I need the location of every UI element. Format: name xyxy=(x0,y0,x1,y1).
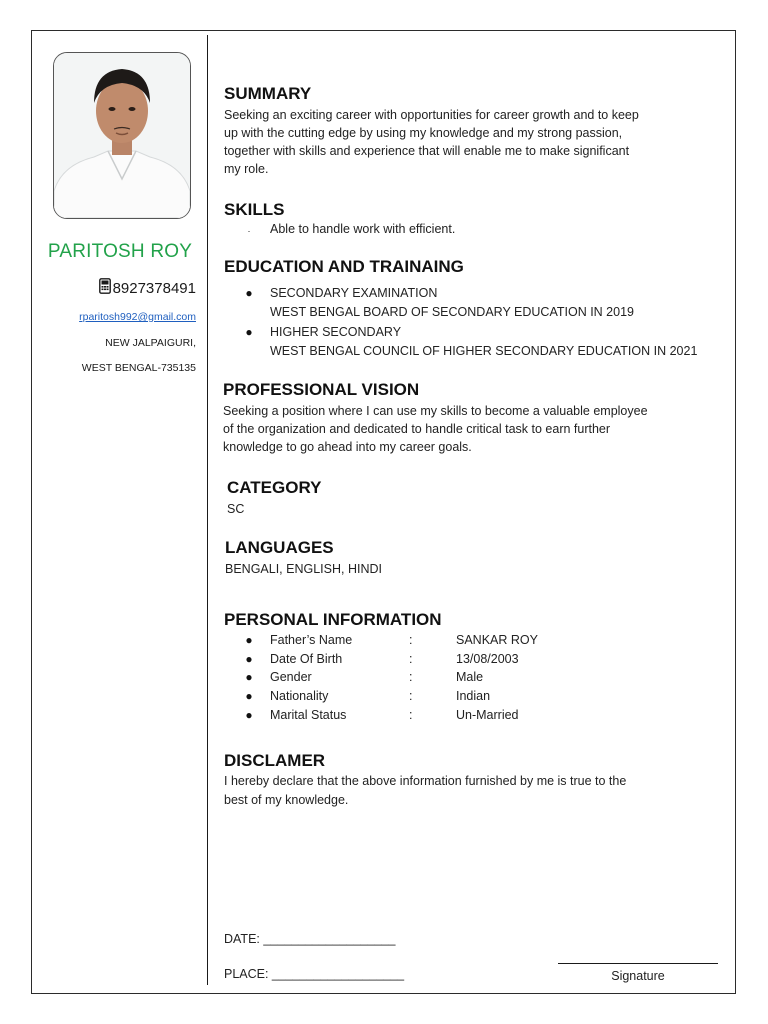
bullet: ● xyxy=(245,689,253,703)
personal-value: Indian xyxy=(456,689,491,703)
personal-value: Male xyxy=(456,670,484,684)
address-line-2: WEST BENGAL-735135 xyxy=(81,362,196,374)
phone-icon xyxy=(99,278,111,298)
education-detail: WEST BENGAL BOARD OF SECONDARY EDUCATION IN 2019 xyxy=(270,305,634,319)
column-divider xyxy=(207,35,208,985)
personal-value: SANKAR ROY xyxy=(456,633,538,647)
address-line-1: NEW JALPAIGURI, xyxy=(105,337,196,349)
email-link[interactable]: rparitosh992@gmail.com xyxy=(79,311,196,323)
bullet: ● xyxy=(245,708,253,722)
languages-heading: LANGUAGES xyxy=(225,538,334,557)
phone-number-row xyxy=(99,278,196,298)
vision-line: of the organization and dedicated to handle critical task to earn further xyxy=(223,422,611,436)
category-value: SC xyxy=(227,502,245,516)
vision-heading: PROFESSIONAL VISION xyxy=(223,380,420,399)
education-title: SECONDARY EXAMINATION xyxy=(270,286,438,300)
vision-line: knowledge to go ahead into my career goals. xyxy=(223,440,472,454)
education-title: HIGHER SECONDARY xyxy=(270,325,402,339)
summary-line: up with the cutting edge by using my knowledge and my strong passion, xyxy=(224,126,623,140)
date-field: DATE: ___________________ xyxy=(224,932,396,946)
personal-separator: : xyxy=(409,633,413,647)
bullet: ● xyxy=(245,652,253,666)
candidate-name: PARITOSH ROY xyxy=(47,241,193,262)
bullet: ● xyxy=(245,286,253,300)
signature-line xyxy=(558,963,718,964)
summary-line: together with skills and experience that will enable me to make significant xyxy=(224,144,630,158)
summary-line: my role. xyxy=(224,162,269,176)
phone-number: 8927378491 xyxy=(112,279,196,297)
personal-separator: : xyxy=(409,708,413,722)
profile-photo-image xyxy=(54,53,190,218)
summary-line: Seeking an exciting career with opportunities for career growth and to keep xyxy=(224,108,639,122)
personal-label: Date Of Birth xyxy=(270,652,343,666)
education-heading: EDUCATION AND TRAINAING xyxy=(224,257,464,276)
personal-label: Gender xyxy=(270,670,312,684)
bullet: ● xyxy=(245,670,253,684)
category-heading: CATEGORY xyxy=(227,478,322,497)
disclaimer-heading: DISCLAMER xyxy=(224,751,326,770)
personal-label: Nationality xyxy=(270,689,329,703)
personal-info-heading: PERSONAL INFORMATION xyxy=(224,610,442,629)
skills-heading: SKILLS xyxy=(224,200,285,219)
profile-photo xyxy=(53,52,191,219)
personal-value: 13/08/2003 xyxy=(456,652,519,666)
signature-label: Signature xyxy=(611,969,665,983)
summary-heading: SUMMARY xyxy=(224,84,312,103)
personal-value: Un-Married xyxy=(456,708,519,722)
bullet: ● xyxy=(245,633,253,647)
personal-separator: : xyxy=(409,689,413,703)
bullet: ● xyxy=(245,325,253,339)
bullet: . xyxy=(247,224,251,234)
education-detail: WEST BENGAL COUNCIL OF HIGHER SECONDARY EDUCATION IN 2021 xyxy=(270,344,698,358)
vision-line: Seeking a position where I can use my skills to become a valuable employee xyxy=(223,404,648,418)
skill-item: Able to handle work with efficient. xyxy=(270,222,456,236)
personal-label: Marital Status xyxy=(270,708,347,722)
personal-label: Father’s Name xyxy=(270,633,353,647)
personal-separator: : xyxy=(409,670,413,684)
personal-separator: : xyxy=(409,652,413,666)
disclaimer-line: I hereby declare that the above information furnished by me is true to the xyxy=(224,774,627,788)
disclaimer-line: best of my knowledge. xyxy=(224,793,349,807)
place-field: PLACE: ___________________ xyxy=(224,967,405,981)
languages-value: BENGALI, ENGLISH, HINDI xyxy=(225,562,382,576)
